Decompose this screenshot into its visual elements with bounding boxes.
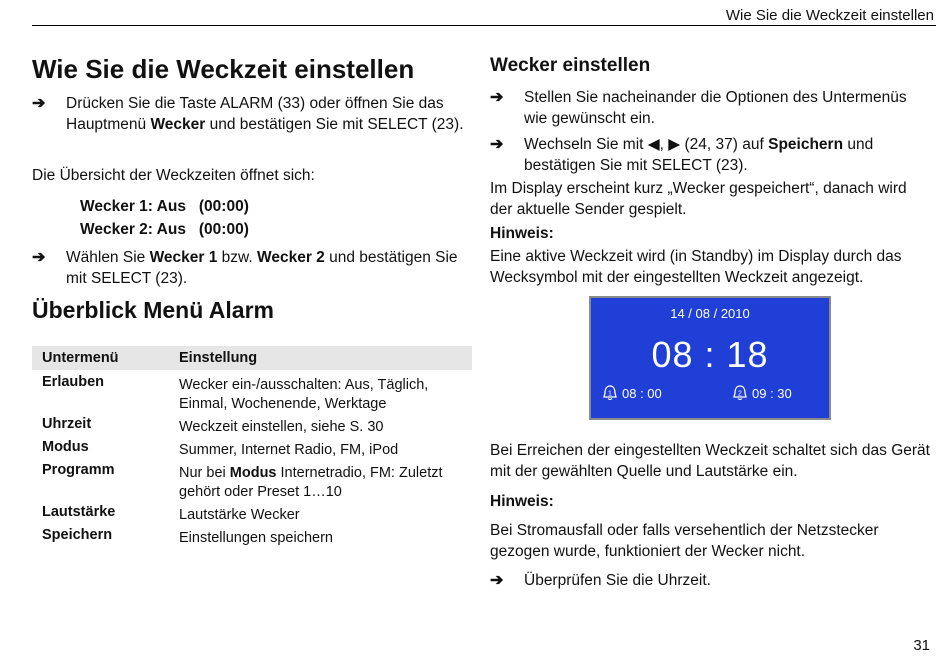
instruction-step-2	[32, 247, 472, 289]
step-right-1-text: Stellen Sie nacheinander die Optionen des Untermenüs wie gewünscht ein.	[524, 89, 907, 127]
display-alarm-1-time: 08 : 00	[622, 385, 662, 401]
step-right-2-bold: Speichern	[768, 136, 844, 153]
radio-display-image	[589, 296, 831, 420]
table-row	[32, 504, 472, 527]
table-row	[32, 527, 472, 550]
page-title: Wie Sie die Weckzeit einstellen	[32, 54, 415, 84]
display-time: 08 : 18	[651, 334, 769, 375]
page-number: 31	[913, 637, 930, 654]
display-text: Im Display erscheint kurz „Wecker gespeichert“, danach wird der aktuelle Sender gespielt.	[490, 180, 907, 218]
row-name: Programm	[42, 462, 115, 478]
table-row	[32, 416, 472, 439]
running-header: Wie Sie die Weckzeit einstellen	[725, 7, 934, 24]
arrow-right-icon: ➔	[490, 572, 504, 589]
table-row	[32, 462, 472, 504]
row-value-bold: Modus	[229, 465, 277, 481]
overview-text: Die Übersicht der Weckzeiten öffnet sich:	[32, 167, 315, 184]
row-value: Summer, Internet Radio, FM, iPod	[179, 442, 399, 458]
hinweis-text-1: Eine aktive Weckzeit wird (in Standby) im Display durch das Wecksymbol mit der eingestellten Weckzeit angezeigt.	[490, 248, 902, 286]
power-failure-text: Bei Stromausfall oder falls versehentlich der Netzstecker gezogen wurde, funktioniert der Wecker nicht.	[490, 522, 879, 560]
step-right-2-text: Wechseln Sie mit ◀, ▶ (24, 37) auf	[524, 136, 769, 153]
row-value	[179, 462, 472, 504]
arrow-right-icon: ➔	[32, 95, 46, 112]
row-name: Lautstärke	[42, 504, 116, 520]
reach-text: Bei Erreichen der eingestellten Weckzeit schaltet sich das Gerät mit der gewählten Quelle und Lautstärke ein.	[490, 442, 930, 480]
arrow-right-icon: ➔	[32, 249, 46, 266]
alarm-menu-table	[32, 346, 472, 550]
alarm-line-1: Wecker 1: Aus (00:00)	[80, 198, 249, 215]
hinweis-label-1: Hinweis:	[490, 225, 554, 242]
hinweis-label-2: Hinweis:	[490, 493, 554, 510]
bell-icon	[601, 384, 619, 402]
arrow-right-icon: ➔	[490, 89, 504, 106]
step-right-3-text: Überprüfen Sie die Uhrzeit.	[524, 572, 711, 589]
step-2-text-mid: bzw.	[217, 249, 258, 266]
table-header-submenu: Untermenü	[42, 350, 119, 366]
table-header-setting: Einstellung	[179, 350, 258, 366]
instruction-step-1	[32, 93, 472, 135]
table-row	[32, 439, 472, 462]
instruction-step-right-1	[490, 87, 930, 129]
row-value: Weckzeit einstellen, siehe S. 30	[179, 419, 384, 435]
section-heading-wecker-einstellen: Wecker einstellen	[490, 55, 651, 76]
step-right-2-text-end: und bestätigen Sie mit SELECT (23).	[524, 136, 874, 174]
table-row	[32, 374, 472, 416]
row-value: Einstellungen speichern	[179, 530, 333, 546]
table-header	[32, 346, 472, 370]
header-rule	[32, 25, 936, 26]
display-alarm-2-time: 09 : 30	[752, 385, 792, 401]
step-1-text: Drücken Sie die Taste ALARM (33) oder öffnen Sie das Hauptmenü	[66, 95, 444, 133]
row-name: Erlauben	[42, 374, 105, 390]
svg-text:1: 1	[608, 390, 612, 398]
row-name: Modus	[42, 439, 89, 455]
row-value: Lautstärke Wecker	[179, 507, 300, 523]
display-date: 14 / 08 / 2010	[670, 306, 750, 321]
row-value: Wecker ein-/ausschalten: Aus, Täglich, Einmal, Wochenende, Werktage	[179, 377, 429, 412]
arrow-right-icon: ➔	[490, 136, 504, 153]
row-name: Speichern	[42, 527, 113, 543]
step-1-text-end: und bestätigen Sie mit SELECT (23).	[205, 116, 464, 133]
alarm-line-2: Wecker 2: Aus (00:00)	[80, 221, 249, 238]
display-alarm-2	[731, 384, 792, 402]
step-2-bold-2: Wecker 2	[257, 249, 325, 266]
bell-icon	[731, 384, 749, 402]
row-value-pre: Nur bei	[179, 465, 230, 481]
step-1-bold: Wecker	[150, 116, 206, 133]
section-heading-menu-alarm: Überblick Menü Alarm	[32, 297, 274, 323]
row-name: Uhrzeit	[42, 416, 92, 432]
svg-text:2: 2	[738, 390, 742, 398]
step-2-text-end: und bestätigen Sie mit SELECT (23).	[66, 249, 458, 287]
row-value-post: Internetradio, FM: Zuletzt gehört oder Preset 1…10	[179, 465, 443, 500]
instruction-step-right-3	[490, 570, 930, 591]
step-2-text: Wählen Sie	[66, 249, 150, 266]
display-alarm-1	[601, 384, 662, 402]
step-2-bold-1: Wecker 1	[149, 249, 218, 266]
instruction-step-right-2	[490, 134, 930, 176]
